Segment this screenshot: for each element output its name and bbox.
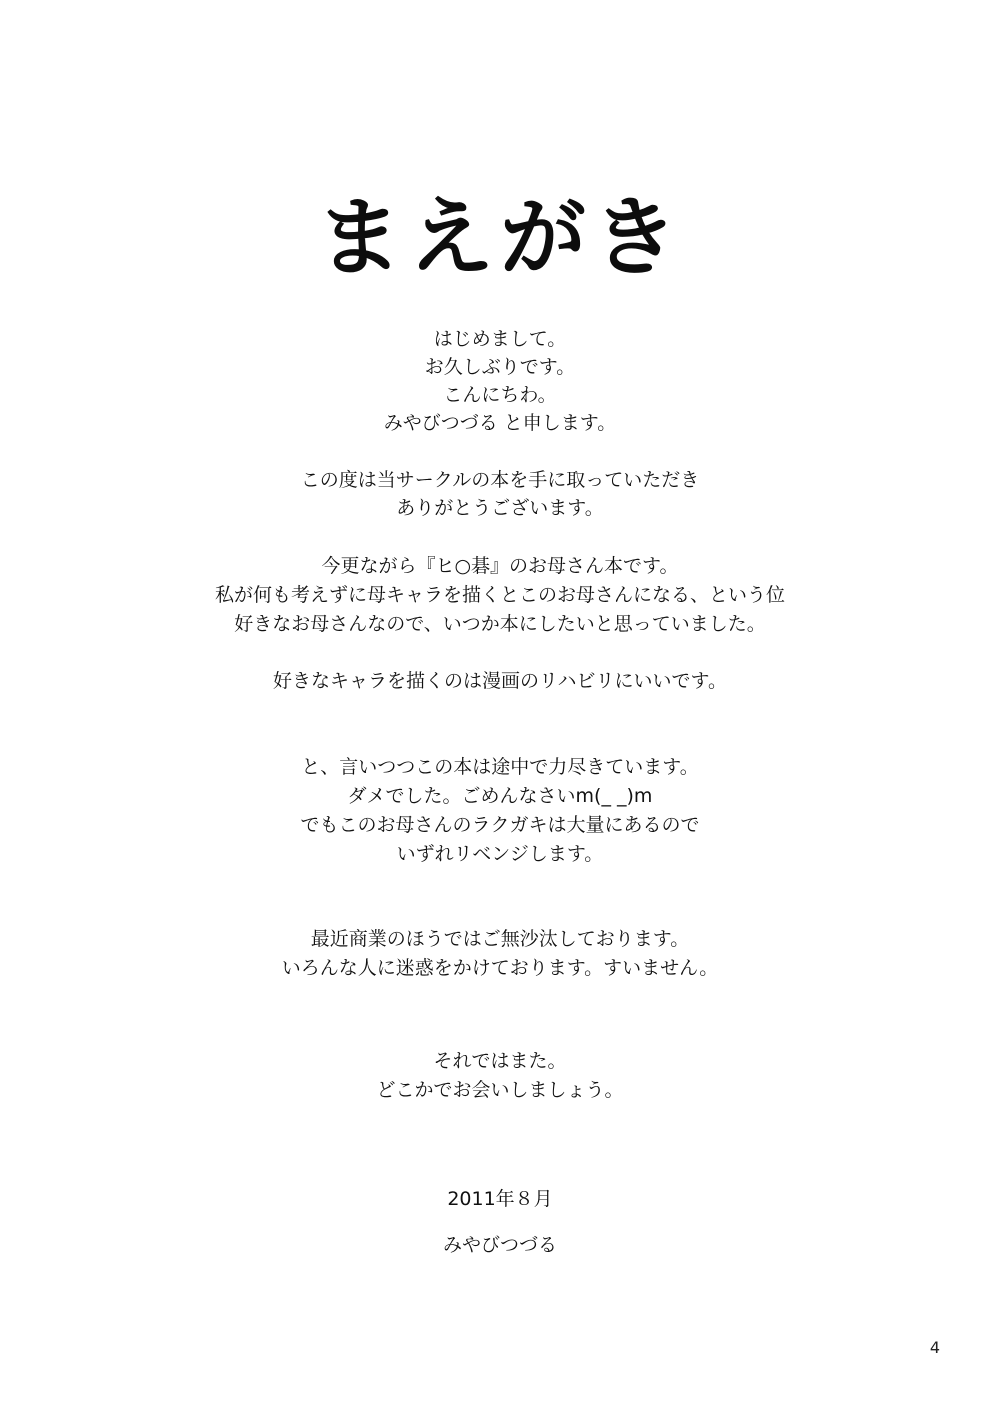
text-line: この度は当サークルの本を手に取っていただき: [300, 469, 700, 491]
text-line: 好きなキャラを描くのは漫画のリハビリにいいです。: [273, 670, 727, 692]
text-line: お久しぶりです。: [424, 356, 576, 378]
text-line: ダメでした。ごめんなさいm(_ _)m: [347, 785, 653, 807]
text-line: はじめまして。: [433, 328, 567, 350]
text-line: 今更ながら『ヒ○碁』のお母さん本です。: [321, 555, 679, 577]
text-line: 最近商業のほうではご無沙汰しております。: [310, 928, 690, 950]
text-line: どこかでお会いしましょう。: [376, 1079, 624, 1101]
text-line: でもこのお母さんのラクガキは大量にあるので: [300, 814, 700, 836]
author-signature: みやびつづる: [442, 1234, 557, 1256]
text-line: ありがとうございます。: [396, 497, 604, 519]
text-line: と、言いつつこの本は途中で力尽きています。: [301, 756, 699, 778]
text-line: 私が何も考えずに母キャラを描くとこのお母さんになる、という位: [214, 584, 785, 606]
page-number: 4: [929, 1338, 940, 1357]
text-line: いろんな人に迷惑をかけております。すいません。: [281, 957, 719, 979]
text-line: こんにちわ。: [443, 384, 557, 406]
text-line: いずれリベンジします。: [396, 843, 604, 865]
date-line: 2011年８月: [447, 1188, 553, 1210]
page-title: まえがき: [316, 188, 684, 288]
text-line: 好きなお母さんなので、いつか本にしたいと思っていました。: [234, 613, 766, 635]
text-line: みやびつづる と申します。: [383, 412, 617, 434]
text-line: それではまた。: [433, 1050, 567, 1072]
